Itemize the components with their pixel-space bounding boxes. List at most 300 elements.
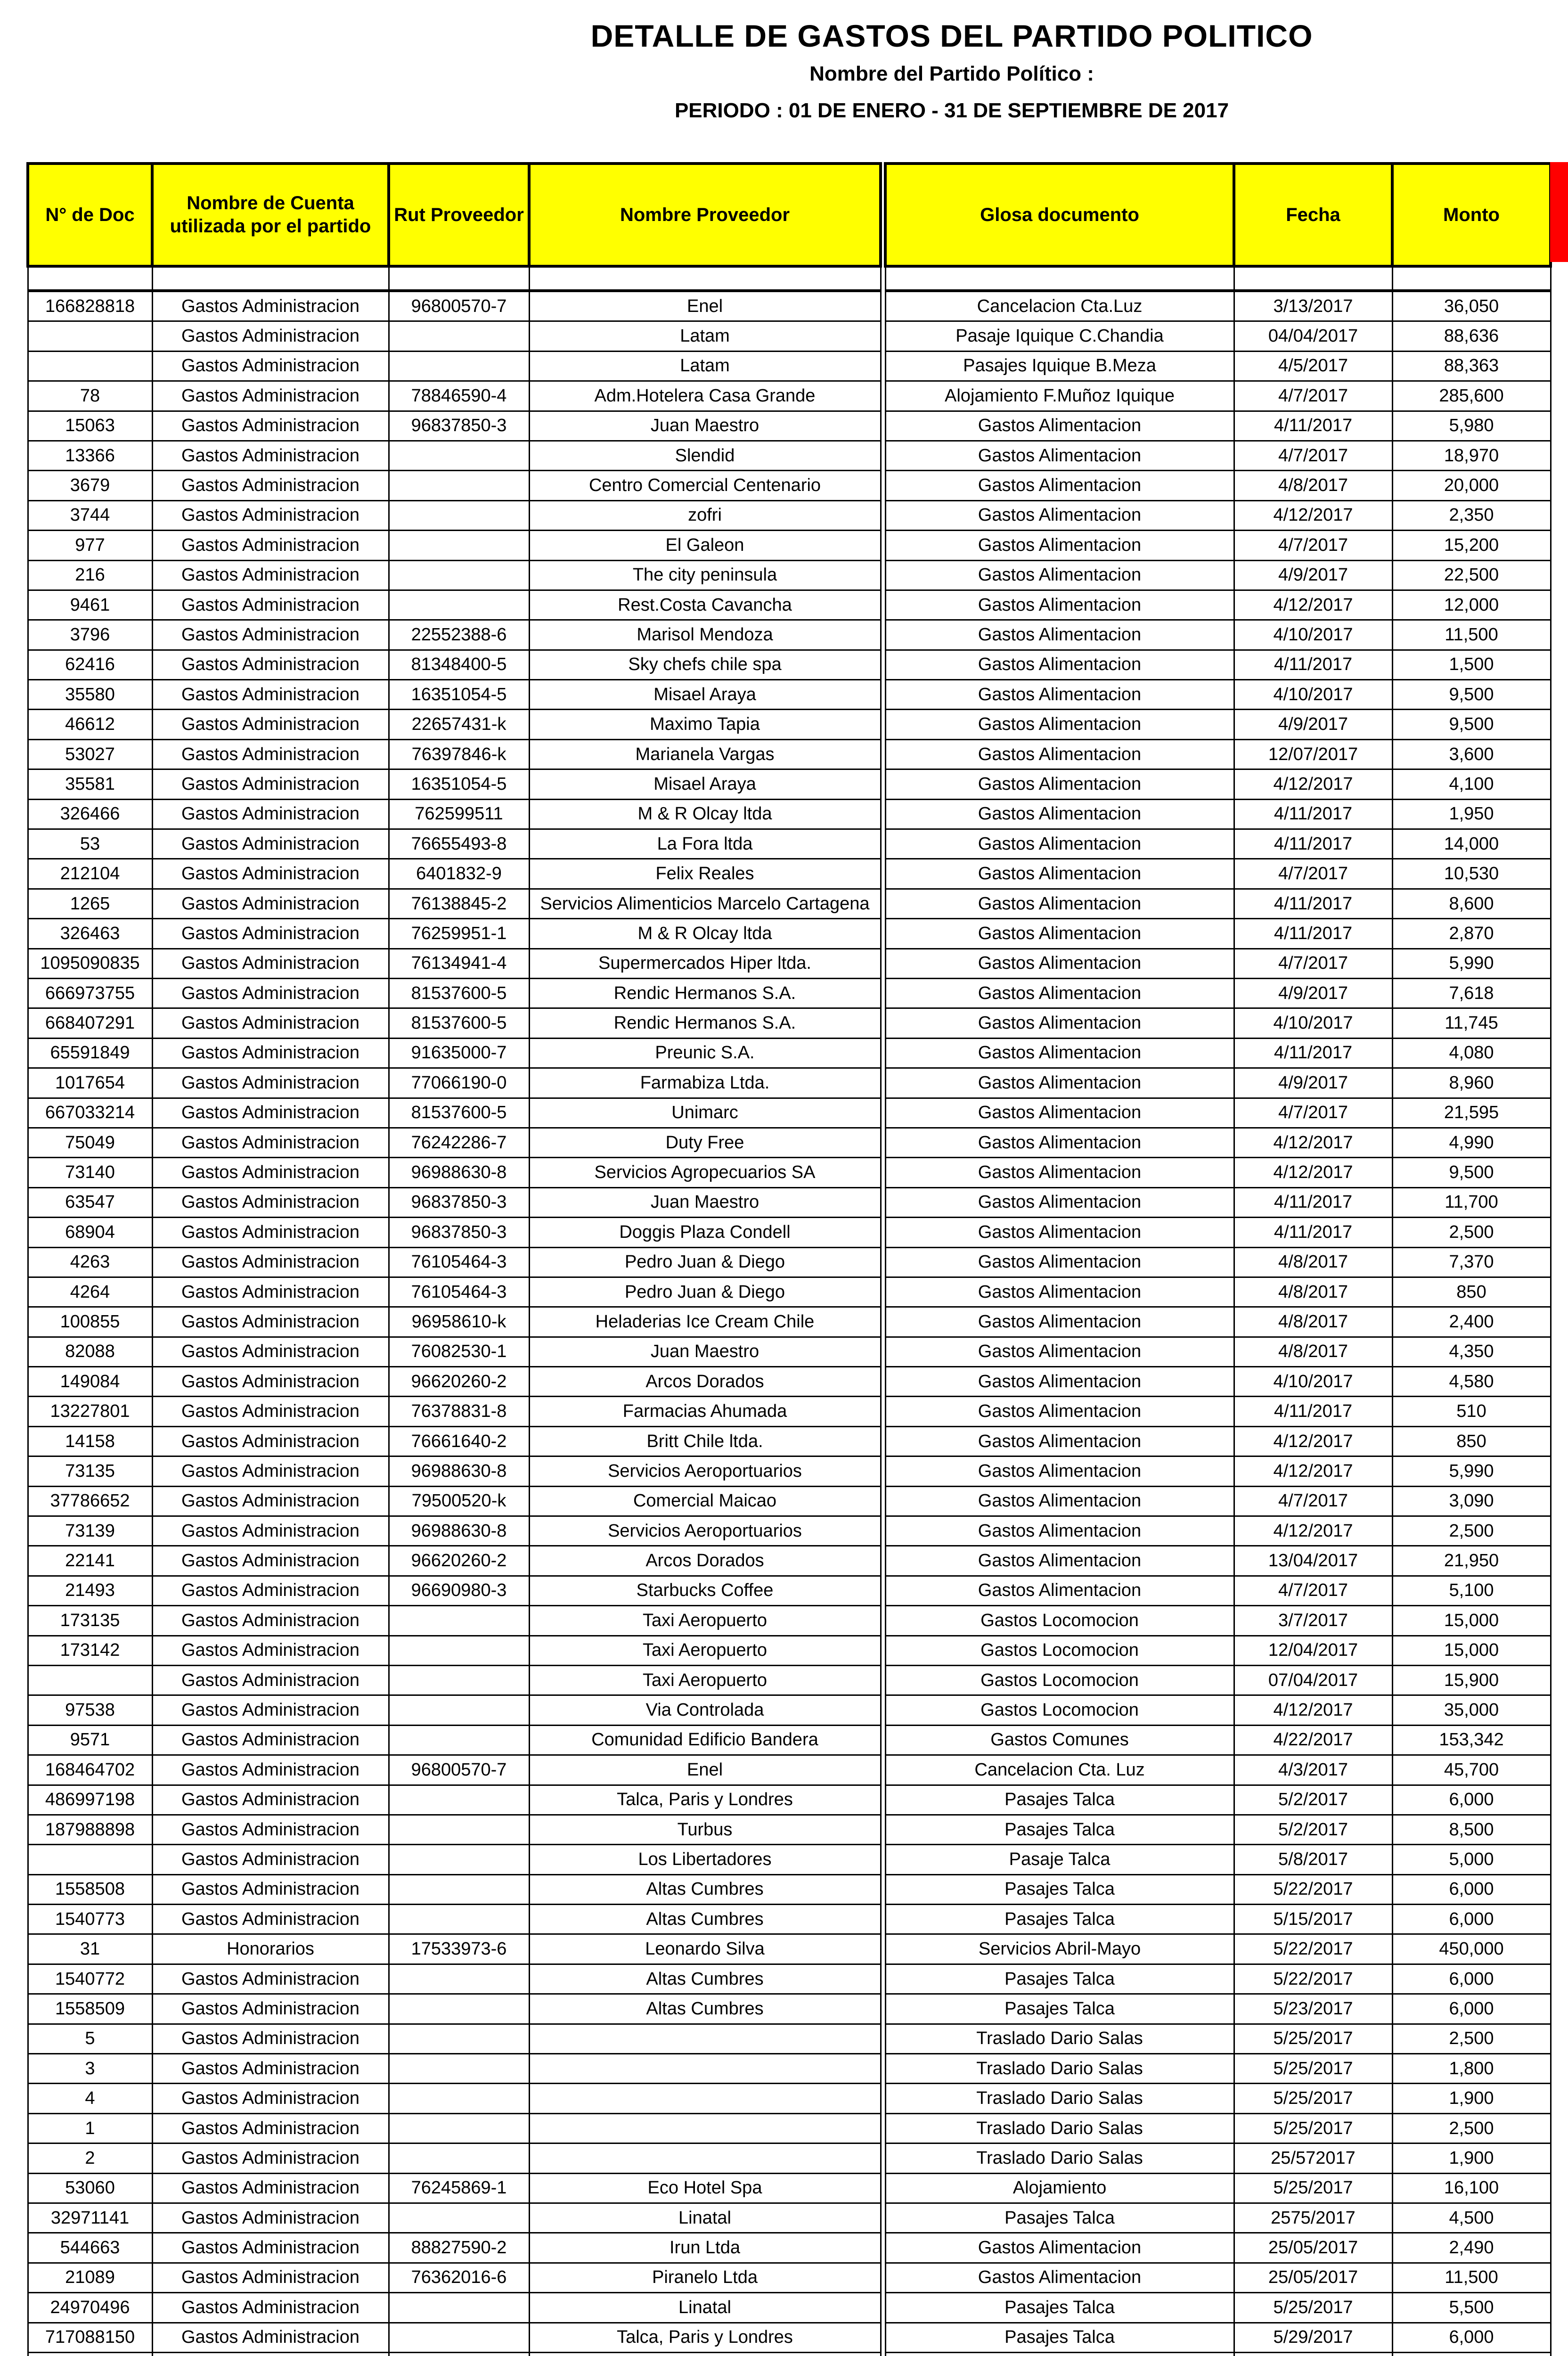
- description-cell: Gastos Alimentacion: [885, 1098, 1234, 1128]
- account-name-cell: Gastos Administracion: [152, 620, 389, 650]
- table-row: [28, 680, 881, 710]
- description-cell: Pasajes Talca: [885, 2293, 1234, 2323]
- supplier-name-cell: Servicios Aeroportuarios: [529, 1456, 881, 1486]
- amount-cell: 2,500: [1392, 2113, 1551, 2143]
- account-name-cell: Gastos Administracion: [152, 1755, 389, 1785]
- doc-number-cell: 1265: [28, 889, 152, 918]
- date-cell: 4/10/2017: [1234, 1367, 1392, 1397]
- description-cell: Gastos Alimentacion: [885, 1486, 1234, 1516]
- account-name-cell: Gastos Administracion: [152, 2173, 389, 2203]
- account-name-cell: Gastos Administracion: [152, 680, 389, 710]
- table-row: [28, 1218, 881, 1247]
- account-name-cell: Gastos Administracion: [152, 531, 389, 560]
- amount-cell: 6,000: [1392, 1785, 1551, 1815]
- doc-number-cell: 326463: [28, 919, 152, 949]
- doc-number-cell: 216: [28, 560, 152, 590]
- doc-number-cell: 3: [28, 2054, 152, 2084]
- description-cell: Gastos Alimentacion: [885, 500, 1234, 530]
- account-name-cell: Gastos Administracion: [152, 2054, 389, 2084]
- supplier-name-cell: Adm.Hotelera Casa Grande: [529, 381, 881, 411]
- table-row: [885, 2143, 1551, 2173]
- description-cell: Gastos Alimentacion: [885, 1068, 1234, 1098]
- account-name-cell: Gastos Administracion: [152, 2233, 389, 2263]
- supplier-rut-cell: 16351054-5: [389, 769, 529, 799]
- description-cell: Pasajes Talca: [885, 1785, 1234, 1815]
- table-row: [28, 1516, 881, 1546]
- supplier-name-cell: Juan Maestro: [529, 411, 881, 441]
- description-cell: Gastos Alimentacion: [885, 949, 1234, 978]
- table-row: [28, 1665, 881, 1695]
- table-row: [885, 1098, 1551, 1128]
- table-row: [885, 1874, 1551, 1904]
- date-cell: 4/11/2017: [1234, 799, 1392, 829]
- amount-cell: 21,595: [1392, 1098, 1551, 1128]
- account-name-cell: Gastos Administracion: [152, 978, 389, 1008]
- table-row: [885, 321, 1551, 351]
- amount-cell: 7,370: [1392, 1247, 1551, 1277]
- account-name-cell: Gastos Administracion: [152, 1218, 389, 1247]
- supplier-name-cell: Centro Comercial Centenario: [529, 471, 881, 500]
- description-cell: Gastos Alimentacion: [885, 1247, 1234, 1277]
- supplier-name-cell: zofri: [529, 500, 881, 530]
- table-row: [28, 500, 881, 530]
- description-cell: Gastos Alimentacion: [885, 1456, 1234, 1486]
- description-cell: Gastos Alimentacion: [885, 1397, 1234, 1426]
- table-row: [885, 1964, 1551, 1994]
- date-cell: 4/7/2017: [1234, 531, 1392, 560]
- supplier-rut-cell: [389, 1785, 529, 1815]
- description-cell: Gastos Alimentacion: [885, 2263, 1234, 2292]
- account-name-cell: Gastos Administracion: [152, 919, 389, 949]
- table-row: [885, 2323, 1551, 2352]
- header-amount: Monto: [1392, 164, 1551, 266]
- description-cell: Traslado Dario Salas: [885, 2084, 1234, 2113]
- date-cell: 4/11/2017: [1234, 1038, 1392, 1068]
- doc-number-cell: 977: [28, 531, 152, 560]
- account-name-cell: Gastos Administracion: [152, 2263, 389, 2292]
- supplier-rut-cell: 76655493-8: [389, 829, 529, 859]
- table-row: [28, 1785, 881, 1815]
- table-row: [28, 1606, 881, 1636]
- account-name-cell: Gastos Administracion: [152, 1695, 389, 1725]
- doc-number-cell: 68904: [28, 1218, 152, 1247]
- amount-cell: 5,000: [1392, 1845, 1551, 1874]
- doc-number-cell: 1095090835: [28, 949, 152, 978]
- date-cell: 4/7/2017: [1234, 441, 1392, 470]
- date-cell: 4/11/2017: [1234, 1187, 1392, 1217]
- supplier-rut-cell: 96690980-3: [389, 1576, 529, 1605]
- description-cell: Gastos Alimentacion: [885, 531, 1234, 560]
- expense-table-right: [884, 162, 1552, 2356]
- date-cell: 5/22/2017: [1234, 1964, 1392, 1994]
- supplier-rut-cell: [389, 2084, 529, 2113]
- supplier-rut-cell: 96800570-7: [389, 291, 529, 321]
- date-cell: 5/25/2017: [1234, 2084, 1392, 2113]
- table-row: [885, 1785, 1551, 1815]
- amount-cell: 15,000: [1392, 1606, 1551, 1636]
- account-name-cell: Gastos Administracion: [152, 949, 389, 978]
- table-row: [28, 381, 881, 411]
- description-cell: Gastos Alimentacion: [885, 590, 1234, 620]
- amount-cell: 14,000: [1392, 829, 1551, 859]
- doc-number-cell: 326466: [28, 799, 152, 829]
- supplier-name-cell: Maximo Tapia: [529, 710, 881, 739]
- doc-number-cell: 75049: [28, 1128, 152, 1157]
- amount-cell: 1,500: [1392, 650, 1551, 679]
- description-cell: Traslado Dario Salas: [885, 2143, 1234, 2173]
- date-cell: 5/25/2017: [1234, 2054, 1392, 2084]
- supplier-name-cell: [529, 2054, 881, 2084]
- supplier-name-cell: Slendid: [529, 441, 881, 470]
- doc-number-cell: 62416: [28, 650, 152, 679]
- supplier-rut-cell: [389, 590, 529, 620]
- table-row: [28, 978, 881, 1008]
- doc-number-cell: 21089: [28, 2263, 152, 2292]
- doc-number-cell: 1558509: [28, 1994, 152, 2024]
- description-cell: Gastos Alimentacion: [885, 1576, 1234, 1605]
- description-cell: Gastos Alimentacion: [885, 1546, 1234, 1576]
- table-row: [885, 978, 1551, 1008]
- amount-cell: 2,400: [1392, 1307, 1551, 1337]
- supplier-rut-cell: [389, 2352, 529, 2356]
- account-name-cell: Gastos Administracion: [152, 1158, 389, 1187]
- period-label: PERIODO : 01 DE ENERO - 31 DE SEPTIEMBRE DE 2017: [674, 99, 1229, 122]
- date-cell: 4/8/2017: [1234, 1277, 1392, 1307]
- description-cell: Pasajes Talca: [885, 2203, 1234, 2233]
- table-row: [885, 1277, 1551, 1307]
- table-row: [28, 2203, 881, 2233]
- date-cell: 4/9/2017: [1234, 1068, 1392, 1098]
- table-row: [28, 1068, 881, 1098]
- supplier-rut-cell: 17533973-6: [389, 1934, 529, 1964]
- date-cell: 4/7/2017: [1234, 381, 1392, 411]
- account-name-cell: Gastos Administracion: [152, 859, 389, 889]
- doc-number-cell: 65591849: [28, 1038, 152, 1068]
- doc-number-cell: 212104: [28, 859, 152, 889]
- supplier-rut-cell: 76105464-3: [389, 1277, 529, 1307]
- supplier-rut-cell: [389, 531, 529, 560]
- supplier-rut-cell: [389, 1905, 529, 1934]
- doc-number-cell: 166828818: [28, 291, 152, 321]
- description-cell: Gastos Locomocion: [885, 1665, 1234, 1695]
- description-cell: Traslado Dario Salas: [885, 2113, 1234, 2143]
- account-name-cell: Gastos Administracion: [152, 2203, 389, 2233]
- supplier-name-cell: Juan Maestro: [529, 1187, 881, 1217]
- supplier-name-cell: Irun Ltda: [529, 2233, 881, 2263]
- account-name-cell: Gastos Administracion: [152, 1426, 389, 1456]
- account-name-cell: Gastos Administracion: [152, 381, 389, 411]
- supplier-rut-cell: 22552388-6: [389, 620, 529, 650]
- supplier-rut-cell: 76134941-4: [389, 949, 529, 978]
- description-cell: Gastos Locomocion: [885, 1606, 1234, 1636]
- date-cell: 25/05/2017: [1234, 2263, 1392, 2292]
- table-row: [28, 2173, 881, 2203]
- supplier-rut-cell: 96620260-2: [389, 1367, 529, 1397]
- description-cell: Gastos Alimentacion: [885, 650, 1234, 679]
- doc-number-cell: 667033214: [28, 1098, 152, 1128]
- table-row: [885, 411, 1551, 441]
- account-name-cell: Gastos Administracion: [152, 1576, 389, 1605]
- doc-number-cell: 5: [28, 2024, 152, 2053]
- doc-number-cell: [28, 1665, 152, 1695]
- table-row: [885, 560, 1551, 590]
- date-cell: 3/13/2017: [1234, 291, 1392, 321]
- doc-number-cell: 78: [28, 381, 152, 411]
- supplier-name-cell: Altas Cumbres: [529, 1874, 881, 1904]
- amount-cell: 6,000: [1392, 2323, 1551, 2352]
- supplier-rut-cell: [389, 321, 529, 351]
- supplier-rut-cell: [389, 1815, 529, 1844]
- supplier-rut-cell: 76105464-3: [389, 1247, 529, 1277]
- header-account-name: Nombre de Cuenta utilizada por el partido: [152, 164, 389, 266]
- table-row: [885, 1576, 1551, 1605]
- supplier-rut-cell: [389, 1874, 529, 1904]
- supplier-name-cell: Misael Araya: [529, 769, 881, 799]
- supplier-name-cell: Talca, Paris y Londres: [529, 1785, 881, 1815]
- account-name-cell: Gastos Administracion: [152, 1815, 389, 1844]
- supplier-rut-cell: 76661640-2: [389, 1426, 529, 1456]
- date-cell: 4/11/2017: [1234, 1218, 1392, 1247]
- table-row: [885, 889, 1551, 918]
- supplier-rut-cell: 96988630-8: [389, 1158, 529, 1187]
- table-row: [28, 1755, 881, 1785]
- amount-cell: 88,636: [1392, 321, 1551, 351]
- supplier-name-cell: The city peninsula: [529, 560, 881, 590]
- account-name-cell: Gastos Administracion: [152, 1038, 389, 1068]
- date-cell: 25/572017: [1234, 2143, 1392, 2173]
- header-supplier-name: Nombre Proveedor: [529, 164, 881, 266]
- table-row: [28, 411, 881, 441]
- table-row: [28, 710, 881, 739]
- doc-number-cell: 9571: [28, 1725, 152, 1755]
- description-cell: Gastos Alimentacion: [885, 1128, 1234, 1157]
- date-cell: 5/22/2017: [1234, 1874, 1392, 1904]
- table-row: [885, 441, 1551, 470]
- account-name-cell: Gastos Administracion: [152, 1516, 389, 1546]
- description-cell: Cancelacion Cta.Luz: [885, 291, 1234, 321]
- table-row: [28, 2084, 881, 2113]
- doc-number-cell: 97538: [28, 1695, 152, 1725]
- description-cell: Gastos Alimentacion: [885, 1158, 1234, 1187]
- supplier-name-cell: Preunic S.A.: [529, 1038, 881, 1068]
- date-cell: 4/22/2017: [1234, 1725, 1392, 1755]
- date-cell: 4/9/2017: [1234, 560, 1392, 590]
- table-row: [28, 949, 881, 978]
- account-name-cell: Gastos Administracion: [152, 351, 389, 381]
- amount-cell: 285,600: [1392, 381, 1551, 411]
- doc-number-cell: 35581: [28, 769, 152, 799]
- header-date: Fecha: [1234, 164, 1392, 266]
- supplier-rut-cell: 76082530-1: [389, 1337, 529, 1366]
- amount-cell: 7,618: [1392, 978, 1551, 1008]
- date-cell: 5/25/2017: [1234, 2024, 1392, 2053]
- table-row: [885, 859, 1551, 889]
- table-row: [28, 590, 881, 620]
- description-cell: Gastos Alimentacion: [885, 978, 1234, 1008]
- supplier-name-cell: Linatal: [529, 2203, 881, 2233]
- date-cell: 4/11/2017: [1234, 650, 1392, 679]
- date-cell: 4/10/2017: [1234, 620, 1392, 650]
- date-cell: 4/12/2017: [1234, 1158, 1392, 1187]
- description-cell: Servicios Abril-Mayo: [885, 1934, 1234, 1964]
- date-cell: 5/22/2017: [1234, 1934, 1392, 1964]
- table-row: [28, 441, 881, 470]
- date-cell: 4/11/2017: [1234, 1397, 1392, 1426]
- date-cell: 4/5/2017: [1234, 351, 1392, 381]
- supplier-rut-cell: [389, 471, 529, 500]
- supplier-name-cell: [529, 2352, 881, 2356]
- doc-number-cell: 149084: [28, 1367, 152, 1397]
- table-row: [885, 1247, 1551, 1277]
- table-row: [885, 2352, 1551, 2356]
- date-cell: 4/11/2017: [1234, 919, 1392, 949]
- supplier-name-cell: M & R Olcay ltda: [529, 799, 881, 829]
- date-cell: 12/04/2017: [1234, 1636, 1392, 1665]
- table-row: [885, 291, 1551, 321]
- amount-cell: 1,900: [1392, 2084, 1551, 2113]
- table-row: [885, 650, 1551, 679]
- supplier-name-cell: Eco Hotel Spa: [529, 2173, 881, 2203]
- supplier-rut-cell: [389, 1725, 529, 1755]
- supplier-name-cell: Marisol Mendoza: [529, 620, 881, 650]
- table-row: [885, 829, 1551, 859]
- table-row: [885, 2263, 1551, 2292]
- table-row: [28, 2263, 881, 2292]
- table-row: [885, 1695, 1551, 1725]
- table-row: [885, 769, 1551, 799]
- supplier-name-cell: Doggis Plaza Condell: [529, 1218, 881, 1247]
- date-cell: [1234, 2352, 1392, 2356]
- table-row: [28, 1038, 881, 1068]
- table-row: [885, 1516, 1551, 1546]
- supplier-name-cell: Servicios Alimenticios Marcelo Cartagena: [529, 889, 881, 918]
- amount-cell: 11,500: [1392, 620, 1551, 650]
- table-row: [885, 1845, 1551, 1874]
- description-cell: Gastos Alimentacion: [885, 1277, 1234, 1307]
- supplier-rut-cell: 96958610-k: [389, 1307, 529, 1337]
- table-row: [28, 620, 881, 650]
- date-cell: 5/2/2017: [1234, 1785, 1392, 1815]
- supplier-name-cell: Leonardo Silva: [529, 1934, 881, 1964]
- supplier-name-cell: Servicios Agropecuarios SA: [529, 1158, 881, 1187]
- amount-cell: 6,000: [1392, 1874, 1551, 1904]
- supplier-rut-cell: [389, 2054, 529, 2084]
- doc-number-cell: 15063: [28, 411, 152, 441]
- supplier-name-cell: Felix Reales: [529, 859, 881, 889]
- table-row: [885, 1994, 1551, 2024]
- table-row: [28, 769, 881, 799]
- table-row: [885, 1665, 1551, 1695]
- description-cell: Gastos Alimentacion: [885, 1367, 1234, 1397]
- supplier-name-cell: La Fora ltda: [529, 829, 881, 859]
- amount-cell: 850: [1392, 1277, 1551, 1307]
- doc-number-cell: 100855: [28, 1307, 152, 1337]
- account-name-cell: Gastos Administracion: [152, 2024, 389, 2053]
- account-name-cell: Honorarios: [152, 1934, 389, 1964]
- description-cell: [885, 2352, 1234, 2356]
- table-row: [28, 2233, 881, 2263]
- amount-cell: 11,500: [1392, 2263, 1551, 2292]
- date-cell: 4/7/2017: [1234, 949, 1392, 978]
- supplier-rut-cell: 16351054-5: [389, 680, 529, 710]
- description-cell: Gastos Locomocion: [885, 1695, 1234, 1725]
- date-cell: 4/11/2017: [1234, 411, 1392, 441]
- doc-number-cell: 1540772: [28, 1964, 152, 1994]
- table-row: [28, 1576, 881, 1605]
- amount-cell: 4,990: [1392, 1128, 1551, 1157]
- supplier-name-cell: Arcos Dorados: [529, 1546, 881, 1576]
- date-cell: 3/7/2017: [1234, 1606, 1392, 1636]
- doc-number-cell: 35580: [28, 680, 152, 710]
- description-cell: Gastos Alimentacion: [885, 1307, 1234, 1337]
- supplier-rut-cell: [389, 2024, 529, 2053]
- amount-cell: 11,700: [1392, 1187, 1551, 1217]
- supplier-name-cell: Enel: [529, 291, 881, 321]
- supplier-rut-cell: [389, 1695, 529, 1725]
- account-name-cell: Gastos Administracion: [152, 1725, 389, 1755]
- amount-cell: 6,000: [1392, 1994, 1551, 2024]
- supplier-rut-cell: 96837850-3: [389, 1187, 529, 1217]
- date-cell: 4/3/2017: [1234, 1755, 1392, 1785]
- doc-number-cell: 9461: [28, 590, 152, 620]
- account-name-cell: Gastos Administracion: [152, 1994, 389, 2024]
- doc-number-cell: 73140: [28, 1158, 152, 1187]
- table-row: [885, 1397, 1551, 1426]
- account-name-cell: Gastos Administracion: [152, 2143, 389, 2173]
- date-cell: 4/7/2017: [1234, 859, 1392, 889]
- description-cell: Gastos Alimentacion: [885, 829, 1234, 859]
- supplier-name-cell: Taxi Aeropuerto: [529, 1636, 881, 1665]
- table-row: [885, 1218, 1551, 1247]
- supplier-rut-cell: 76138845-2: [389, 889, 529, 918]
- date-cell: 5/15/2017: [1234, 1905, 1392, 1934]
- supplier-name-cell: Duty Free: [529, 1128, 881, 1157]
- account-name-cell: Gastos Administracion: [152, 1008, 389, 1038]
- supplier-name-cell: Comunidad Edificio Bandera: [529, 1725, 881, 1755]
- amount-cell: 36,050: [1392, 291, 1551, 321]
- table-row: [885, 1307, 1551, 1337]
- date-cell: 4/12/2017: [1234, 1695, 1392, 1725]
- description-cell: Pasajes Talca: [885, 1874, 1234, 1904]
- account-name-cell: Gastos Administracion: [152, 1665, 389, 1695]
- doc-number-cell: 2: [28, 2143, 152, 2173]
- description-cell: Gastos Alimentacion: [885, 2233, 1234, 2263]
- table-row: [885, 1725, 1551, 1755]
- supplier-name-cell: Pedro Juan & Diego: [529, 1277, 881, 1307]
- table-row: [28, 1994, 881, 2024]
- supplier-name-cell: Starbucks Coffee: [529, 1576, 881, 1605]
- supplier-rut-cell: 76245869-1: [389, 2173, 529, 2203]
- supplier-name-cell: Pedro Juan & Diego: [529, 1247, 881, 1277]
- table-row: [28, 1874, 881, 1904]
- table-row: [885, 2293, 1551, 2323]
- doc-number-cell: 3679: [28, 471, 152, 500]
- amount-cell: 5,100: [1392, 1576, 1551, 1605]
- supplier-rut-cell: 22657431-k: [389, 710, 529, 739]
- supplier-rut-cell: 76242286-7: [389, 1128, 529, 1157]
- doc-number-cell: 544663: [28, 2233, 152, 2263]
- table-row: [885, 710, 1551, 739]
- table-row: [28, 889, 881, 918]
- date-cell: 4/12/2017: [1234, 500, 1392, 530]
- account-name-cell: Gastos Administracion: [152, 889, 389, 918]
- table-row: [28, 1008, 881, 1038]
- account-name-cell: Gastos Administracion: [152, 441, 389, 470]
- account-name-cell: Gastos Administracion: [152, 1277, 389, 1307]
- supplier-rut-cell: [389, 560, 529, 590]
- amount-cell: 1,900: [1392, 2143, 1551, 2173]
- supplier-rut-cell: [389, 1636, 529, 1665]
